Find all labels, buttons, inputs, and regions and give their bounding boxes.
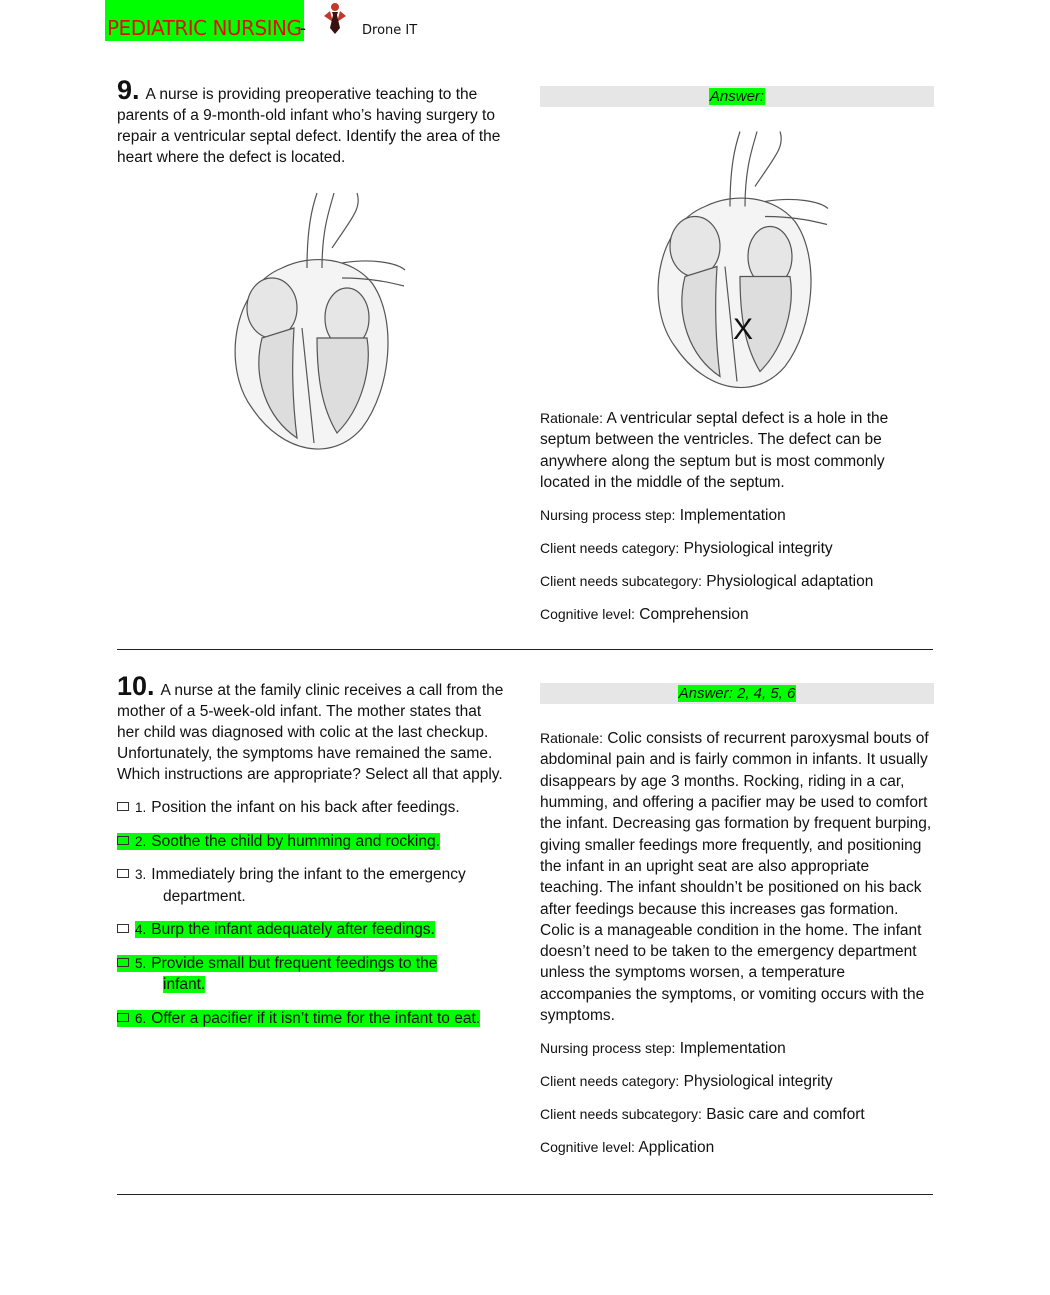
- option-text: Position the infant on his back after feedings.: [151, 799, 460, 817]
- option-1[interactable]: [117, 797, 507, 819]
- option-number: 1.: [135, 800, 147, 816]
- answer-bar: [540, 86, 934, 107]
- checkbox[interactable]: [117, 836, 129, 845]
- answer-label: Answer:: [709, 88, 765, 105]
- rationale-10: [540, 728, 934, 1026]
- rationale-label: Rationale:: [540, 730, 604, 747]
- question-number: 10.: [117, 671, 155, 702]
- meta-value: Implementation: [679, 507, 786, 525]
- divider: [117, 1194, 933, 1195]
- meta-value: Physiological integrity: [683, 540, 833, 558]
- defect-mark: X: [733, 313, 754, 346]
- meta-10-0: [540, 1038, 934, 1059]
- question-9-section: [117, 75, 934, 625]
- question-number: 9.: [117, 75, 140, 105]
- meta-10-1: [540, 1071, 934, 1092]
- rationale-9: [540, 408, 934, 493]
- meta-value: Physiological adaptation: [706, 573, 874, 591]
- option-4[interactable]: [117, 919, 507, 941]
- meta-label: Cognitive level:: [540, 1139, 635, 1156]
- meta-value: Basic care and comfort: [706, 1106, 865, 1124]
- meta-10-3: [540, 1137, 934, 1158]
- question-text: A nurse at the family clinic receives a call from the mother of a 5-week-old infant. The mother states that her child was diagnosed with colic at the last checkup. Unfortunately, the symptoms have remained the same. Which instructions are appropriate? Select all that apply.: [117, 682, 504, 784]
- meta-9-3: [540, 604, 934, 625]
- heart-diagram[interactable]: [222, 188, 507, 463]
- meta-label: Cognitive level:: [540, 606, 635, 623]
- option-number: 6.: [135, 1010, 147, 1026]
- checkbox[interactable]: [117, 802, 129, 811]
- meta-value: Implementation: [679, 1040, 786, 1058]
- option-number: 4.: [135, 922, 147, 938]
- option-5[interactable]: [117, 953, 463, 996]
- option-number: 5.: [135, 955, 147, 971]
- rationale-label: Rationale:: [540, 410, 604, 426]
- option-number: 2.: [135, 833, 147, 849]
- answer-bar: [540, 683, 934, 704]
- question-9-column: [117, 75, 507, 625]
- header-brand: Drone IT: [362, 23, 418, 38]
- meta-9-1: [540, 538, 934, 559]
- meta-label: Nursing process step:: [540, 507, 676, 524]
- checkbox[interactable]: [117, 924, 129, 933]
- answer-label: Answer: 2, 4, 5, 6: [678, 685, 796, 703]
- answer-10-column: [540, 676, 934, 1176]
- meta-label: Nursing process step:: [540, 1040, 676, 1057]
- header-title: PEDIATRIC NURSING: [105, 0, 304, 41]
- meta-label: Client needs category:: [540, 540, 680, 557]
- meta-label: Client needs subcategory:: [540, 573, 702, 590]
- option-3[interactable]: [117, 864, 493, 907]
- meta-9-0: [540, 505, 934, 526]
- tie-logo-icon: [320, 2, 350, 41]
- question-text: A nurse is providing preoperative teaching to the parents of a 9-month-old infant who’s having surgery to repair a ventricular septal defect. Identify the area of the heart where the defect is located.: [117, 86, 501, 166]
- checkbox[interactable]: [117, 958, 129, 967]
- meta-value: Physiological integrity: [683, 1073, 833, 1091]
- question-10-column: [117, 671, 507, 1176]
- option-text: Provide small but frequent feedings to the infant.: [151, 954, 438, 994]
- meta-value: Application: [638, 1139, 715, 1157]
- option-6[interactable]: [117, 1008, 483, 1030]
- option-text: Immediately bring the infant to the emergency department.: [151, 866, 466, 905]
- meta-label: Client needs category:: [540, 1073, 680, 1090]
- option-text: Soothe the child by humming and rocking.: [151, 832, 440, 850]
- header-separator: -: [300, 18, 306, 38]
- question-9: [117, 75, 507, 168]
- checkbox[interactable]: [117, 869, 129, 878]
- option-number: 3.: [135, 867, 147, 883]
- option-text: Offer a pacifier if it isn’t time for the infant to eat.: [151, 1009, 481, 1027]
- heart-answer-diagram[interactable]: [645, 124, 835, 404]
- option-text: Burp the infant adequately after feedings.: [151, 921, 435, 939]
- checkbox[interactable]: [117, 1013, 129, 1022]
- meta-9-2: [540, 571, 934, 592]
- rationale-text: Colic consists of recurrent paroxysmal bouts of abdominal pain and is fairly common in infants. It usually disappears by age 3 months. Rocking, riding in a car, humming, and offering a pacifier may be used to comfort the infant. Decreasing gas formation by frequent burping, giving smaller feedings more frequently, and positioning the infant in an upright seat are also appropriate teaching. The infant shouldn’t be positioned on his back after feedings because this increases gas formation. Colic is a manageable condition in the home. The infant doesn’t need to be taken to the emergency department unless the symptoms worsen, a temperature accompanies the symptoms, or vomiting occurs with the symptoms.: [540, 730, 932, 1025]
- meta-value: Comprehension: [639, 606, 749, 624]
- question-10-section: [117, 671, 934, 1176]
- meta-10-2: [540, 1104, 934, 1125]
- answer-9-column: [540, 80, 934, 625]
- question-10: [117, 671, 507, 785]
- option-2[interactable]: [117, 831, 507, 853]
- meta-label: Client needs subcategory:: [540, 1106, 702, 1123]
- rationale-text: A ventricular septal defect is a hole in the septum between the ventricles. The defect can be anywhere along the septum but is most commonly located in the middle of the septum.: [540, 410, 889, 491]
